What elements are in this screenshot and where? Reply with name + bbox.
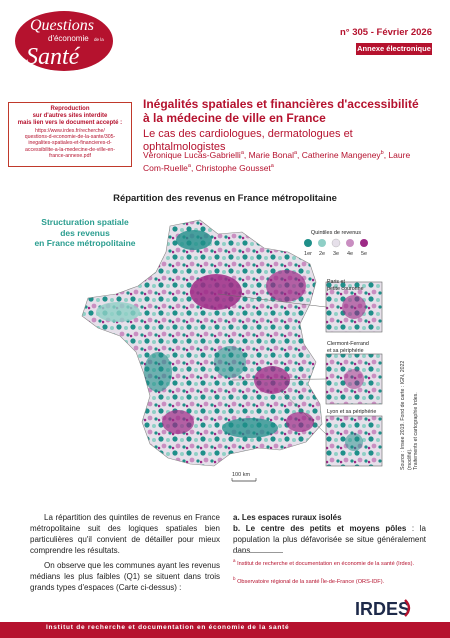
legend-label-q2: 2e [318, 251, 326, 257]
irdes-logo [353, 596, 423, 620]
svg-text:d'économie: d'économie [48, 34, 89, 43]
footer-text: Institut de recherche et documentation en économie de la santé [46, 624, 290, 631]
paragraph: On observe que les communes ayant les revenus médians les plus faibles (Q1) se situent dans trois grands types d'espaces (Carte ci-dessus) : [30, 561, 220, 592]
authors: Véronique Lucas-Gabrielli$^a$, Marie Bonal$^a$, Catherine Mangeney$^b$, Laure Com-Ruelle$^a$, Christophe Gousset$^a$ [143, 149, 411, 173]
footnote-b: $^b$ Observatoire régional de la santé Île-de-France (ORS-IDF). [233, 576, 385, 585]
legend-swatch-q3 [332, 239, 340, 247]
list-item-b: b. Le centre des petits et moyens pôles : la population la plus défavorisée se situe généralement dans [233, 524, 426, 555]
legend-swatch-q1 [304, 239, 312, 247]
legend-label-q4: 4e [346, 251, 354, 257]
article-subtitle: Le cas des cardiologues, dermatologues et ophtalmologistes [143, 128, 353, 153]
svg-text:IRDES: IRDES [355, 599, 411, 619]
annex-badge: Annexe électronique [357, 44, 431, 53]
svg-text:Santé: Santé [26, 44, 80, 70]
inset-label-clermont: Clermont-Ferrand et sa périphérie [327, 341, 369, 354]
inset-label-lyon: Lyon et sa périphérie [327, 409, 377, 415]
body-column-right [233, 512, 426, 556]
legend-label-q1: 1er [304, 251, 312, 257]
map-title: Structuration spatiale des revenus en France métropolitaine [34, 217, 136, 248]
reproduction-url[interactable]: https://www.irdes.fr/recherche/ questions-d-economie-de-la-sante/305- inegalites-spatiales-et-financieres-d- accessibilite-a-la-medecine-de-ville-en- france-annexe.pdf [24, 128, 116, 159]
legend-swatch-q4 [346, 239, 354, 247]
paragraph: La répartition des quintiles de revenus en France métropolitaine suit des logiques spatiales bien particulières qu'il convient de détailler pour mieux comprendre les résultats. [30, 513, 220, 555]
footnote-divider [233, 552, 283, 553]
figure-title: Répartition des revenus en France métropolitaine [113, 193, 337, 204]
body-column-left [30, 512, 220, 597]
france-income-map [18, 212, 438, 497]
legend-title: Quintiles de revenus [310, 230, 362, 236]
reproduction-heading: Reproduction sur d'autres sites interdite mais lien vers le document accepté : [17, 106, 123, 126]
issue-number: n° 305 - Février 2026 [340, 27, 432, 38]
scale-label: 100 km [232, 472, 251, 478]
map-source: Source : Insee 2019. Fond de carte : IGN, 2022 (modifié). Traitements et cartographie Irdes. [400, 360, 419, 470]
questions-economie-sante-logo [14, 8, 122, 74]
inset-label-paris: Paris et petite couronne [327, 279, 364, 292]
reproduction-notice [8, 102, 132, 167]
legend-label-q3: 3e [332, 251, 340, 257]
svg-text:de la: de la [94, 37, 104, 42]
article-title: Inégalités spatiales et financières d'accessibilité à la médecine de ville en France [143, 97, 419, 125]
svg-text:Questions: Questions [30, 17, 94, 34]
legend-label-q5: 5e [360, 251, 368, 257]
footnote-a: $^a$ Institut de recherche et documentation en économie de la santé (Irdes). [233, 558, 414, 567]
legend-swatch-q5 [360, 239, 368, 247]
legend-swatch-q2 [318, 239, 326, 247]
list-item-a: a. Les espaces ruraux isolés [233, 513, 342, 522]
